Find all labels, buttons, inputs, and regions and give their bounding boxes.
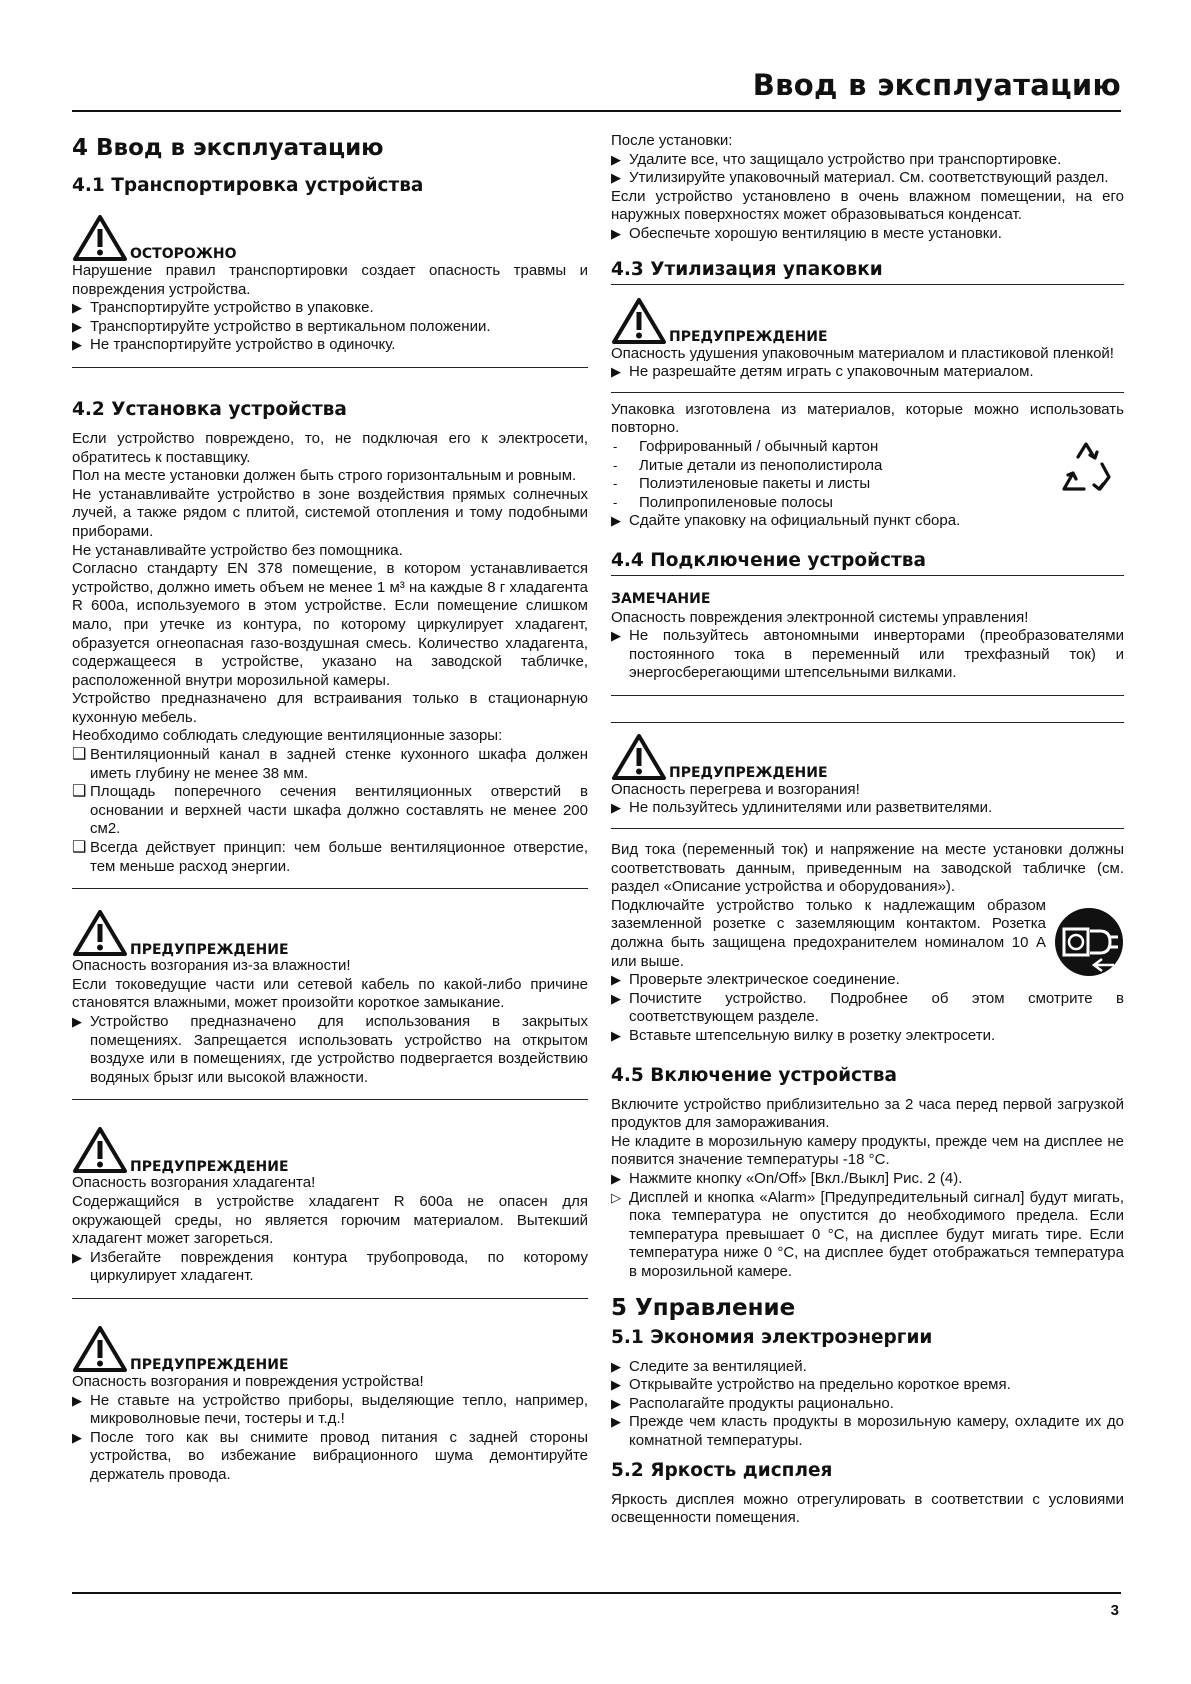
warning-text: Опасность возгорания и повреждения устройства!	[72, 1372, 424, 1390]
caution-text: Нарушение правил транспортировки создает опасность травмы и повреждения устройства.	[72, 262, 588, 298]
list-item: ▶ Не разрешайте детям играть с упаковочным материалом.	[611, 363, 1034, 381]
warning-text: Если токоведущие части или сетевой кабель по какой-либо причине становятся влажными, может произойти короткое замыкание.	[72, 975, 588, 1012]
paragraph: Согласно стандарту EN 378 помещение, в котором устанавливается устройство, должно иметь объем не менее 1 м³ на каждые 8 г хладагента R 600a, используемого в этом устройстве. Если помещение слишком мало, при утечке из контура, по которому циркулирует хладагент, образуется огнеопасная газо-воздушная смесь. Количество хладагента, содержащееся в устройстве, указано на заводской табличке, расположенной внутри морозильной камеры.	[72, 560, 588, 689]
list-item: ▶ Транспортируйте устройство в упаковке.	[72, 299, 374, 317]
warning-triangle-icon	[72, 1325, 128, 1373]
warning-label: ПРЕДУПРЕЖДЕНИЕ	[669, 328, 828, 345]
list-item: ▶ Утилизируйте упаковочный материал. См. соответствующий раздел.	[611, 169, 1109, 187]
warning-triangle-icon	[611, 297, 667, 345]
list-item: - Литые детали из пенополистирола	[613, 456, 883, 474]
warning-header	[72, 905, 588, 957]
warning-text: Опасность удушения упаковочным материалом и пластиковой пленкой!	[611, 344, 1114, 362]
paragraph: Включите устройство приблизительно за 2 часа перед первой загрузкой продуктов для замораживания.	[611, 1095, 1124, 1132]
warning-header	[611, 293, 1124, 345]
list-item: ▶ Не пользуйтесь удлинителями или разветвителями.	[611, 799, 993, 817]
divider	[72, 367, 588, 368]
list-item: ▶ Избегайте повреждения контура трубопровода, по которому циркулирует хладагент.	[72, 1248, 588, 1285]
divider	[72, 1298, 588, 1299]
notice-text: Опасность повреждения электронной системы управления!	[611, 608, 1029, 626]
section-title-4-5: 4.5 Включение устройства	[611, 1064, 897, 1086]
divider	[72, 1099, 588, 1100]
warning-header	[72, 1321, 588, 1373]
right-column	[611, 132, 1124, 1528]
list-item: ▶ Почистите устройство. Подробнее об этом смотрите в соответствующем разделе.	[611, 989, 1124, 1026]
paragraph: Упаковка изготовлена из материалов, которые можно использовать повторно.	[611, 400, 1124, 437]
warning-label: ПРЕДУПРЕЖДЕНИЕ	[130, 1158, 289, 1175]
page-number: 3	[1110, 1602, 1119, 1619]
list-item: ▶ Не пользуйтесь автономными инверторами (преобразователями постоянного тока в переменный или трехфазный ток) и энергосберегающими штепсельными вилками.	[611, 627, 1124, 682]
section-title-4-1: 4.1 Транспортировка устройства	[72, 175, 424, 196]
section-title-4-3: 4.3 Утилизация упаковки	[611, 258, 1124, 285]
section-title-4-4: 4.4 Подключение устройства	[611, 549, 1124, 576]
section-title-5-1: 5.1 Экономия электроэнергии	[611, 1326, 933, 1348]
paragraph: Не устанавливайте устройство в зоне воздействия прямых солнечных лучей, а также рядом с плитой, системой отопления и тому подобными приборами.	[72, 485, 588, 540]
list-item: ▶ Не транспортируйте устройство в одиночку.	[72, 336, 396, 354]
paragraph: Если устройство установлено в очень влажном помещении, на его наружных поверхностях может образовываться конденсат.	[611, 187, 1124, 224]
warning-label: ПРЕДУПРЕЖДЕНИЕ	[669, 765, 828, 782]
paragraph: Подключайте устройство только к надлежащим образом заземленной розетке с заземляющим контактом. Розетка должна быть защищена предохранителем номиналом 10 А или выше.	[611, 896, 1046, 970]
footer-rule	[72, 1592, 1121, 1594]
list-item: ▶ Не ставьте на устройство приборы, выделяющие тепло, например, микроволновые печи, тостеры и т.д.!	[72, 1391, 588, 1428]
list-item: ▶ Обеспечьте хорошую вентиляцию в месте установки.	[611, 224, 1002, 242]
list-item: ▶ Нажмите кнопку «On/Off» [Вкл./Выкл] Рис. 2 (4).	[611, 1169, 963, 1187]
list-item: ▶ Располагайте продукты рационально.	[611, 1394, 894, 1412]
paragraph: Если устройство повреждено, то, не подключая его к электросети, обратитесь к поставщику.	[72, 429, 588, 466]
header-rule	[72, 110, 1121, 112]
warning-text: Опасность возгорания из-за влажности!	[72, 957, 351, 975]
section-title-4-2: 4.2 Установка устройства	[72, 398, 347, 420]
left-column	[72, 132, 588, 1485]
paragraph: Необходимо соблюдать следующие вентиляционные зазоры:	[72, 727, 503, 745]
divider	[72, 888, 588, 889]
divider	[611, 828, 1124, 829]
notice-label: ЗАМЕЧАНИЕ	[611, 590, 711, 607]
checklist-item: ❑ Площадь поперечного сечения вентиляционных отверстий в основании и верхней части шкафа должно составлять не менее 200 см2.	[72, 783, 588, 838]
list-item: - Гофрированный / обычный картон	[613, 437, 879, 455]
list-item: - Полипропиленовые полосы	[613, 493, 833, 511]
list-item: ▶ Удалите все, что защищало устройство при транспортировке.	[611, 150, 1062, 168]
recycling-block	[611, 401, 1124, 531]
list-item: ▶ Вставьте штепсельную вилку в розетку электросети.	[611, 1027, 996, 1044]
list-item: ▶ После того как вы снимите провод питания с задней стороны устройства, во избежание вибрационного шума демонтируйте держатель провода.	[72, 1428, 588, 1483]
checkbox-icon: ❑	[72, 746, 87, 764]
paragraph: Яркость дисплея можно отрегулировать в соответствии с условиями освещенности помещения.	[611, 1490, 1124, 1527]
divider	[611, 695, 1124, 696]
list-item: ▶ Сдайте упаковку на официальный пункт сбора.	[611, 512, 961, 530]
paragraph: Устройство предназначено для встраивания только в стационарную кухонную мебель.	[72, 690, 588, 726]
result-item: ▷ Дисплей и кнопка «Alarm» [Предупредительный сигнал] будут мигать, пока температура не опустится до необходимого предела. Если температура превышает 0 °С, на дисплее будут мигать тире. Если температура ниже 0 °С, на дисплее будет отображаться температура в морозильной камере.	[611, 1188, 1124, 1280]
warning-text: Опасность возгорания хладагента!	[72, 1174, 316, 1192]
checklist-item: ❑ Всегда действует принцип: чем больше вентиляционное отверстие, тем меньше расход энергии.	[72, 839, 588, 875]
list-item: ▶ Следите за вентиляцией.	[611, 1357, 807, 1375]
paragraph: Вид тока (переменный ток) и напряжение на месте установки должны соответствовать данным, приведенным на заводской табличке (см. раздел «Описание устройства и оборудования»).	[611, 841, 1124, 896]
checkbox-icon: ❑	[72, 783, 87, 801]
chapter-title: 4 Ввод в эксплуатацию	[72, 135, 384, 161]
paragraph: Не устанавливайте устройство без помощника.	[72, 541, 403, 559]
grounded-plug-icon	[1054, 907, 1124, 977]
warning-header	[611, 729, 1124, 781]
warning-header	[72, 1122, 588, 1174]
warning-text: Опасность перегрева и возгорания!	[611, 780, 860, 798]
list-item: ▶ Транспортируйте устройство в вертикальном положении.	[72, 317, 491, 335]
checkbox-icon: ❑	[72, 839, 87, 857]
paragraph: После установки:	[611, 132, 733, 149]
warning-triangle-icon	[72, 909, 128, 957]
warning-label: ПРЕДУПРЕЖДЕНИЕ	[130, 1357, 289, 1374]
list-item: ▶ Прежде чем класть продукты в морозильную камеру, охладите их до комнатной температуры.	[611, 1413, 1124, 1449]
paragraph: Не кладите в морозильную камеру продукты, прежде чем на дисплее не появится значение температуры -18 °С.	[611, 1132, 1124, 1169]
caution-header	[72, 210, 588, 262]
warning-triangle-icon	[72, 1126, 128, 1174]
list-item: - Полиэтиленовые пакеты и листы	[613, 475, 871, 493]
section-title-5-2: 5.2 Яркость дисплея	[611, 1459, 833, 1481]
list-item: ▶ Проверьте электрическое соединение.	[611, 971, 900, 989]
warning-triangle-icon	[72, 214, 128, 262]
list-item: ▶ Устройство предназначено для использования в закрытых помещениях. Запрещается использовать устройство на открытом воздухе или в помещениях, где устройство подвергается воздействию водяных брызг или высокой влажности.	[72, 1013, 588, 1086]
checklist-item: ❑ Вентиляционный канал в задней стенке кухонного шкафа должен иметь глубину не менее 38 мм.	[72, 746, 588, 782]
page-header-title: Ввод в эксплуатацию	[752, 68, 1121, 102]
divider	[611, 722, 1124, 723]
caution-label: ОСТОРОЖНО	[130, 246, 237, 263]
warning-label: ПРЕДУПРЕЖДЕНИЕ	[130, 941, 289, 958]
warning-text: Содержащийся в устройстве хладагент R 600a не опасен для окружающей среды, но является горючим материалом. Вытекший хладагент может загореться.	[72, 1192, 588, 1248]
connection-block	[611, 841, 1124, 1046]
list-item: ▶ Открывайте устройство на предельно короткое время.	[611, 1376, 1011, 1394]
warning-triangle-icon	[611, 733, 667, 781]
result-arrow-icon: ▷	[611, 1189, 621, 1205]
chapter-title: 5 Управление	[611, 1294, 796, 1321]
divider	[611, 392, 1124, 393]
recycle-icon	[1056, 437, 1116, 497]
paragraph: Пол на месте установки должен быть строго горизонтальным и ровным.	[72, 467, 577, 485]
